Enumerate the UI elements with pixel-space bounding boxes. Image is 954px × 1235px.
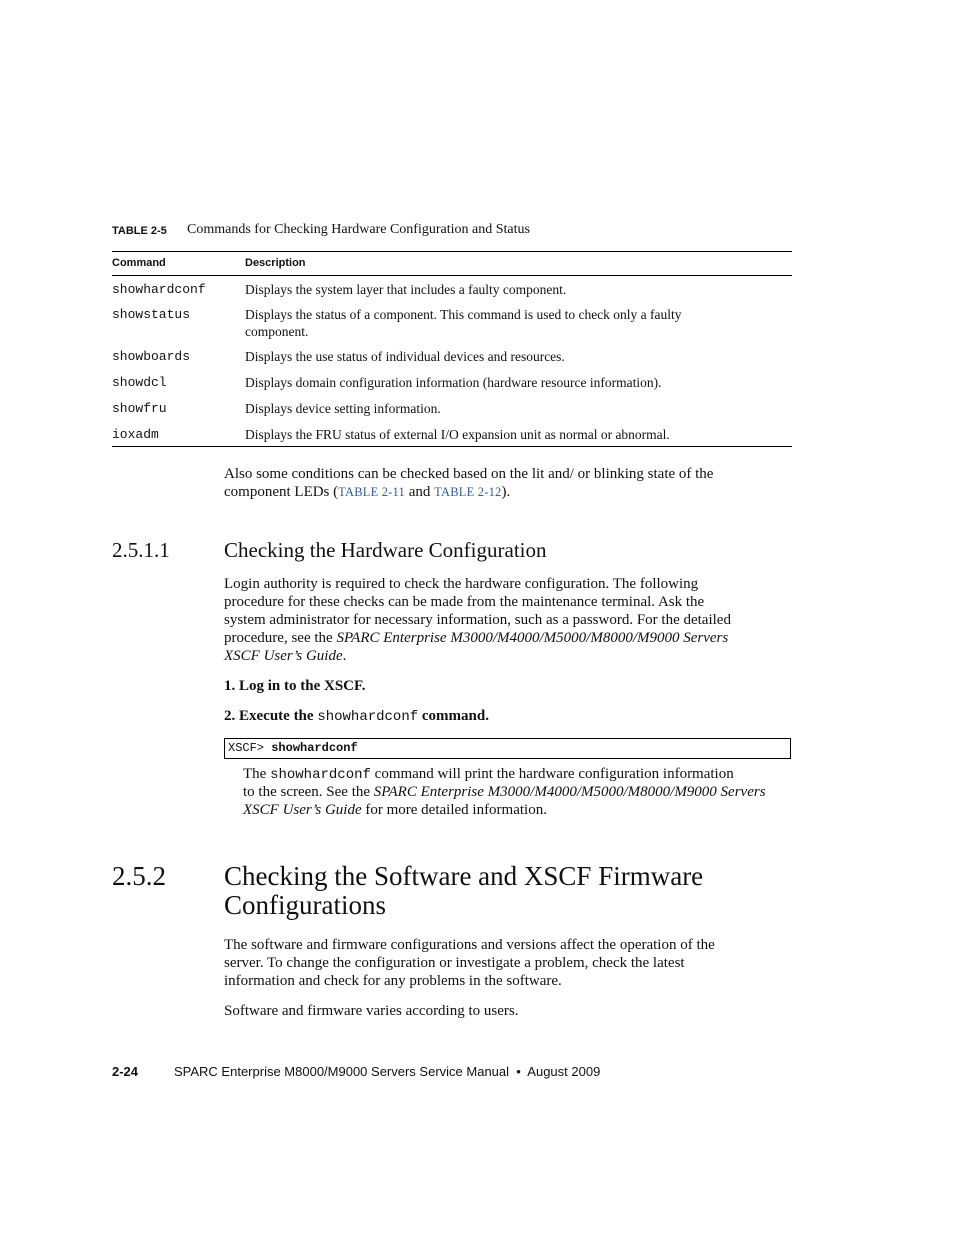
description-cell-cont: component.	[245, 324, 309, 339]
table-top-rule	[112, 251, 792, 252]
hw-para-line1: Login authority is required to check the hardware configuration. The following	[224, 576, 699, 592]
table-label: TABLE 2-5	[112, 225, 167, 237]
led-paragraph-line1: Also some conditions can be checked based on the lit and/ or blinking state of the	[224, 466, 714, 482]
description-cell: Displays the system layer that includes a faulty component.	[245, 282, 567, 297]
step-2-command: showhardconf	[317, 709, 419, 725]
led-paragraph-end: ).	[501, 484, 511, 500]
note-line1	[243, 765, 734, 784]
note-command: showhardconf	[270, 767, 371, 783]
note-end: for more detailed information.	[361, 802, 547, 818]
guide-title-ref: SPARC Enterprise M3000/M4000/M5000/M8000/M9000 Servers	[336, 630, 729, 646]
description-cell: Displays the FRU status of external I/O expansion unit as normal or abnormal.	[245, 427, 670, 442]
step-2	[224, 708, 489, 725]
step-1: 1. Log in to the XSCF.	[224, 678, 366, 694]
hw-para-line5	[224, 647, 346, 665]
table-bottom-rule	[112, 446, 792, 447]
command-cell: showfru	[112, 401, 167, 416]
code-prompt: XSCF>	[228, 741, 272, 755]
description-cell: Displays domain configuration information (hardware resource information).	[245, 375, 662, 390]
section-number: 2.5.2	[112, 861, 166, 891]
hw-para-text: procedure, see the	[224, 630, 337, 646]
step-2-text: 2. Execute the	[224, 708, 318, 724]
xref-table-2-11-link[interactable]: TABLE 2-11	[338, 485, 405, 499]
description-cell: Displays the status of a component. This command is used to check only a faulty	[245, 307, 682, 322]
command-cell: showstatus	[112, 307, 191, 322]
sw-para-line2: server. To change the configuration or investigate a problem, check the latest	[224, 955, 685, 971]
guide-title-ref: XSCF User’s Guide	[224, 648, 343, 664]
code-example-box	[224, 738, 791, 759]
section-title-line2: Configurations	[224, 890, 386, 920]
led-paragraph-and: and	[404, 484, 435, 500]
description-cell: Displays the use status of individual devices and resources.	[245, 349, 565, 364]
description-cell: Displays device setting information.	[245, 401, 441, 416]
table-header-command: Command	[112, 257, 166, 269]
table-header-rule	[112, 275, 792, 276]
note-line3	[243, 801, 547, 819]
hw-para-end: .	[342, 648, 347, 664]
section-title: Checking the Hardware Configuration	[224, 538, 547, 562]
code-command: showhardconf	[271, 741, 358, 755]
xref-table-2-12-link[interactable]: TABLE 2-12	[434, 485, 502, 499]
guide-title-ref: XSCF User’s Guide	[243, 802, 362, 818]
footer-manual-title: SPARC Enterprise M8000/M9000 Servers Service Manual • August 2009	[174, 1064, 601, 1079]
note-line2	[243, 783, 766, 801]
table-title: Commands for Checking Hardware Configuration and Status	[187, 222, 530, 237]
led-paragraph-line2	[224, 483, 510, 501]
section-title-line1: Checking the Software and XSCF Firmware	[224, 861, 704, 891]
hw-para-line2: procedure for these checks can be made from the maintenance terminal. Ask the	[224, 594, 705, 610]
command-cell: showdcl	[112, 375, 167, 390]
sw-para-line1: The software and firmware configurations and versions affect the operation of the	[224, 937, 715, 953]
hw-para-line4	[224, 629, 728, 647]
step-2-end: command.	[418, 708, 489, 724]
note-text: to the screen. See the	[243, 784, 374, 800]
page-number: 2-24	[112, 1064, 139, 1079]
hw-para-line3: system administrator for necessary information, such as a password. For the detailed	[224, 612, 731, 628]
command-cell: showboards	[112, 349, 191, 364]
command-cell: showhardconf	[112, 282, 206, 297]
note-text: The	[243, 766, 271, 782]
led-paragraph-text: component LEDs (	[224, 484, 339, 500]
note-text-cont: command will print the hardware configuration information	[370, 766, 734, 782]
table-header-description: Description	[245, 257, 306, 269]
guide-title-ref: SPARC Enterprise M3000/M4000/M5000/M8000/M9000 Servers	[373, 784, 766, 800]
sw-para2: Software and firmware varies according to users.	[224, 1003, 519, 1019]
sw-para-line3: information and check for any problems in the software.	[224, 973, 562, 989]
command-cell: ioxadm	[112, 427, 159, 442]
section-number: 2.5.1.1	[112, 538, 170, 562]
